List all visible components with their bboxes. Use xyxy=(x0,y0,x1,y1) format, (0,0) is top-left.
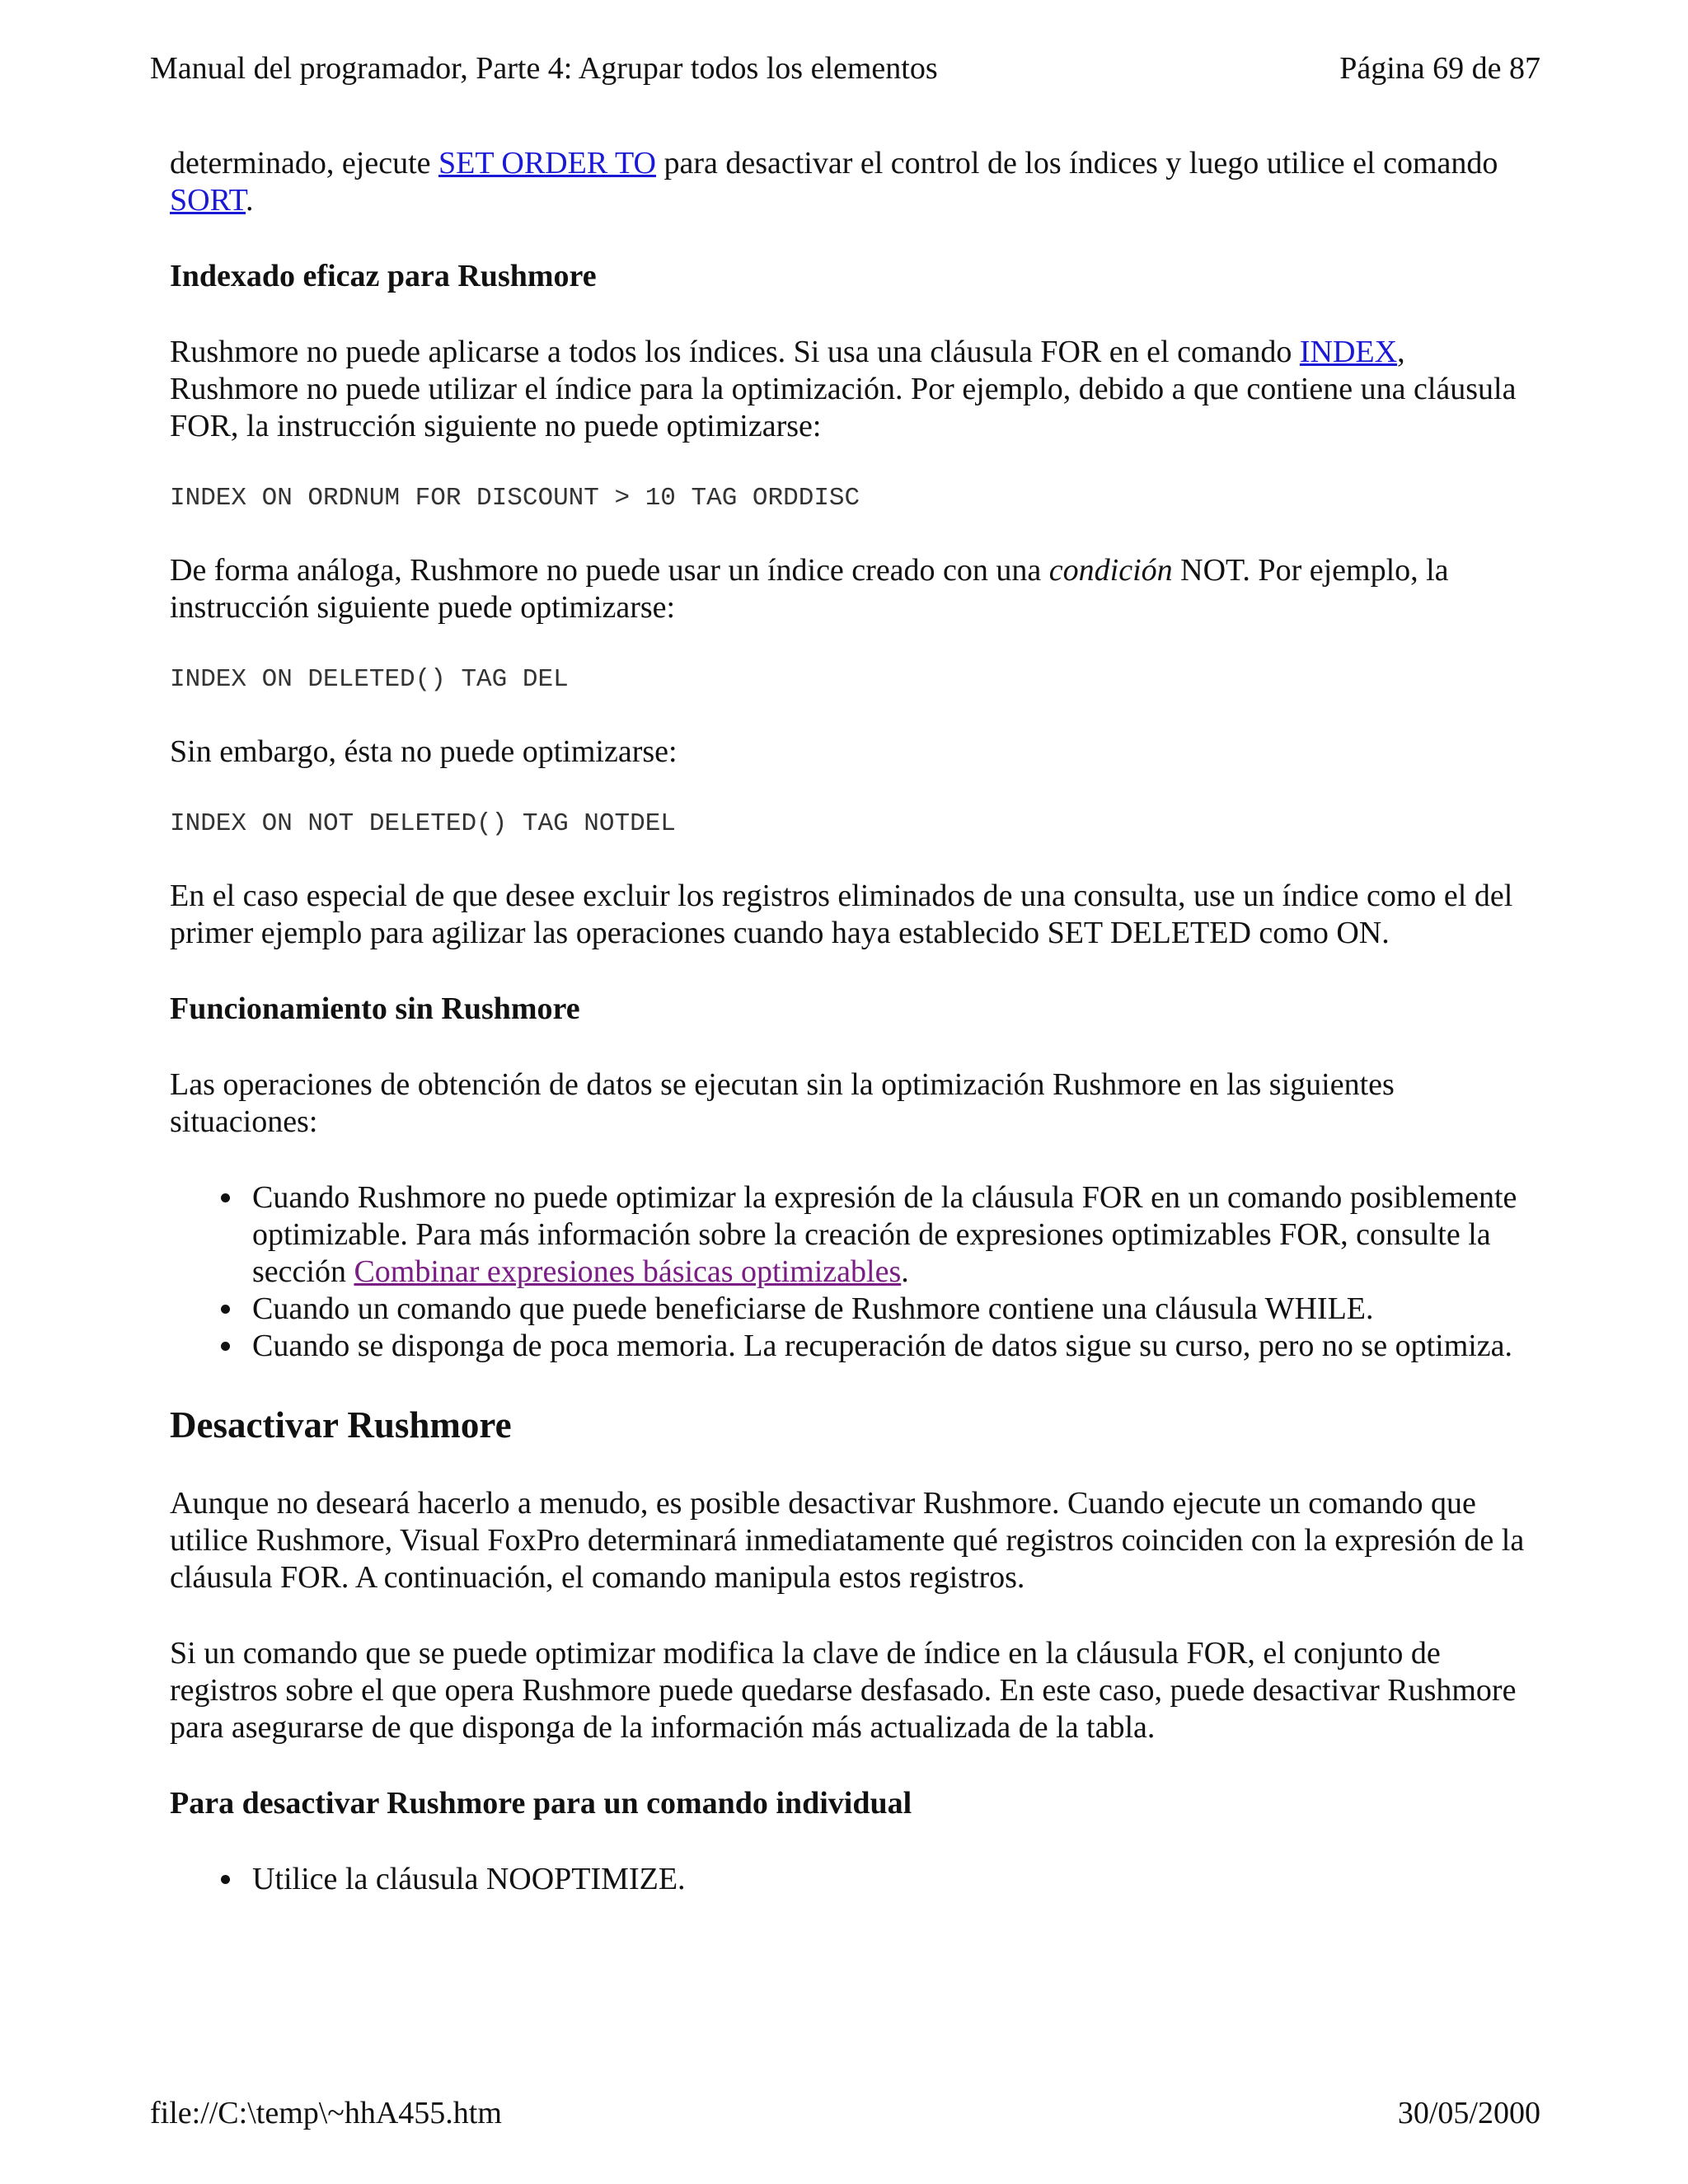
print-date: 30/05/2000 xyxy=(1397,2096,1540,2130)
list-item: Utilice la cláusula NOOPTIMIZE. xyxy=(252,1861,1530,1898)
page-number: Página 69 de 87 xyxy=(1339,51,1540,86)
bullet-icon xyxy=(221,1875,230,1884)
paragraph-intro: determinado, ejecute SET ORDER TO para desactivar el control de los índices y luego utilice el comando SORT. xyxy=(170,146,1498,218)
bullet-icon xyxy=(221,1193,230,1202)
code-example-3: INDEX ON NOT DELETED() TAG NOTDEL xyxy=(170,809,676,838)
paragraph-not-condition: De forma análoga, Rushmore no puede usar un índice creado con una condición NOT. Por ejemplo, la instrucción siguiente puede optimizarse: xyxy=(170,553,1449,625)
paragraph-operaciones: Las operaciones de obtención de datos se ejecutan sin la optimización Rushmore en las siguientes situaciones: xyxy=(170,1067,1395,1139)
bullet-list-nooptimize xyxy=(170,1861,1530,1898)
paragraph-index-for: Rushmore no puede aplicarse a todos los índices. Si usa una cláusula FOR en el comando INDEX, Rushmore no puede utilizar el índice para la optimización. Por ejemplo, debido a que contiene una cláusula FOR, la instrucción siguiente no puede optimizarse: xyxy=(170,335,1517,443)
code-example-1: INDEX ON ORDNUM FOR DISCOUNT > 10 TAG ORDDISC xyxy=(170,484,860,513)
link-combinar-expresiones[interactable]: Combinar expresiones básicas optimizables xyxy=(354,1254,902,1289)
paragraph-sin-embargo: Sin embargo, ésta no puede optimizarse: xyxy=(170,734,678,769)
link-sort[interactable]: SORT xyxy=(170,183,246,218)
bullet-list-situaciones xyxy=(170,1179,1530,1365)
code-example-2: INDEX ON DELETED() TAG DEL xyxy=(170,665,569,694)
heading-funcionamiento: Funcionamiento sin Rushmore xyxy=(170,991,580,1026)
document-body xyxy=(170,145,1530,1898)
heading-indexado-eficaz: Indexado eficaz para Rushmore xyxy=(170,259,597,293)
list-item: Cuando se disponga de poca memoria. La recuperación de datos sigue su curso, pero no se optimiza. xyxy=(252,1328,1530,1365)
bullet-icon xyxy=(221,1342,230,1351)
document-title: Manual del programador, Parte 4: Agrupar todos los elementos xyxy=(150,51,938,86)
heading-desactivar-rushmore: Desactivar Rushmore xyxy=(170,1404,512,1446)
heading-para-desactivar: Para desactivar Rushmore para un comando individual xyxy=(170,1786,912,1821)
paragraph-aunque: Aunque no deseará hacerlo a menudo, es posible desactivar Rushmore. Cuando ejecute un comando que utilice Rushmore, Visual FoxPro determinará inmediatamente qué registros coinciden con la expresión de la cláusula FOR. A continuación, el comando manipula estos registros. xyxy=(170,1486,1525,1595)
list-item: Cuando un comando que puede beneficiarse de Rushmore contiene una cláusula WHILE. xyxy=(252,1291,1530,1328)
paragraph-si-un-comando: Si un comando que se puede optimizar modifica la clave de índice en la cláusula FOR, el conjunto de registros sobre el que opera Rushmore puede quedarse desfasado. En este caso, puede desactivar Rushmore para asegurarse de que disponga de la información más actualizada de la tabla. xyxy=(170,1636,1517,1745)
file-path: file://C:\temp\~hhA455.htm xyxy=(150,2096,502,2130)
link-index[interactable]: INDEX xyxy=(1299,335,1398,369)
paragraph-caso-especial: En el caso especial de que desee excluir los registros eliminados de una consulta, use un índice como el del primer ejemplo para agilizar las operaciones cuando haya establecido SET DELETED como ON. xyxy=(170,879,1513,950)
list-item: Cuando Rushmore no puede optimizar la expresión de la cláusula FOR en un comando posiblemente optimizable. Para más información sobre la creación de expresiones optimizables FOR, consulte la sección Combinar expresiones básicas optimizables. xyxy=(252,1179,1530,1291)
bullet-icon xyxy=(221,1305,230,1314)
link-set-order-to[interactable]: SET ORDER TO xyxy=(438,146,656,180)
